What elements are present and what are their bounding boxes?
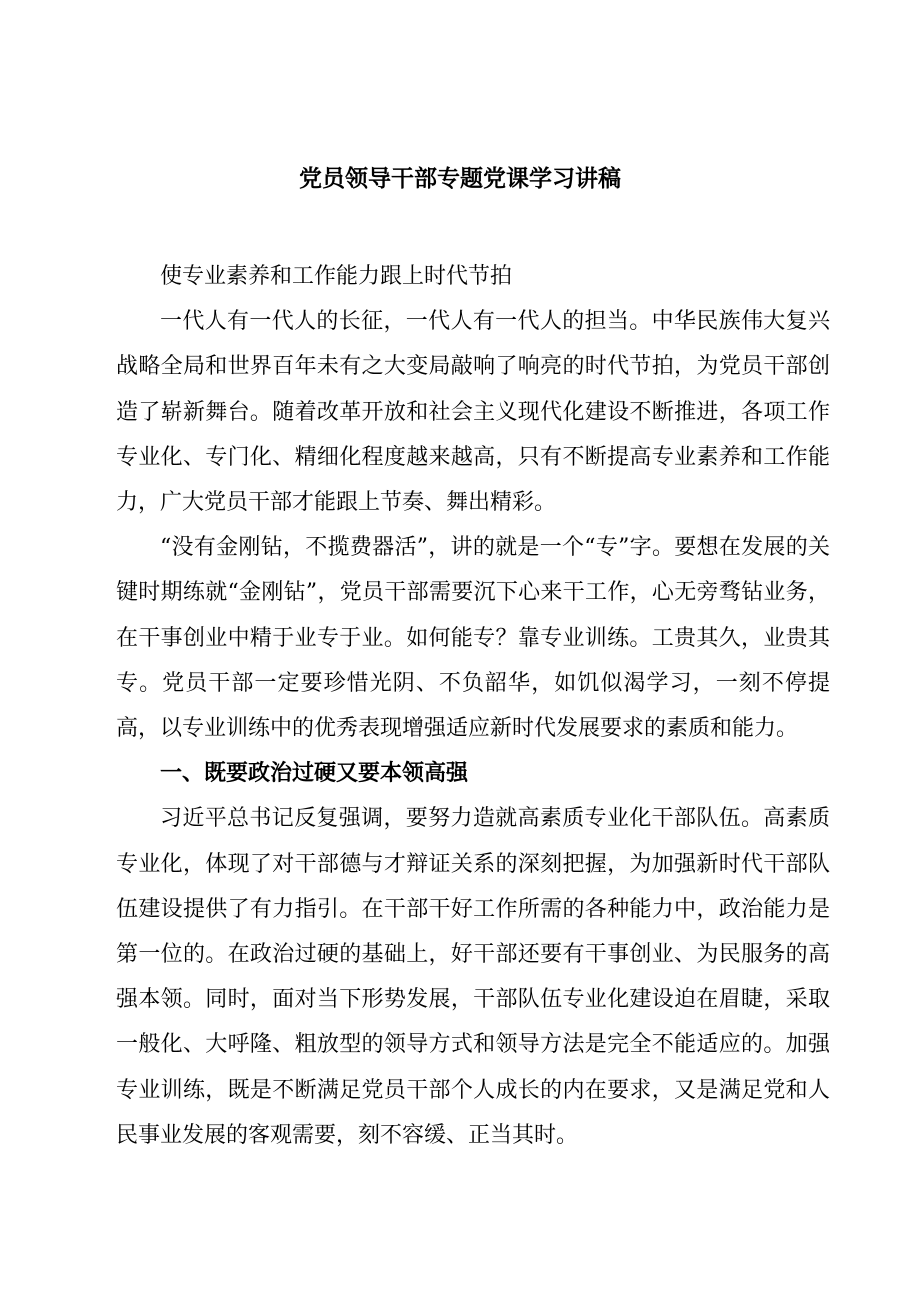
paragraph-2: “没有金刚钻，不揽费器活”，讲的就是一个“专”字。要想在发展的关键时期练就“金刚钻”，党员干部需要沉下心来干工作，心无旁骛钻业务，在干事创业中精于业专于业。如何能专？靠专业训练。工贵其久，业贵其专。党员干部一定要珍惜光阴、不负韶华，如饥似渴学习，一刻不停提高，以专业训练中的优秀表现增强适应新时代发展要求的素质和能力。 (116, 535, 830, 742)
section-heading-1: 一、既要政治过硬又要本领高强 (160, 761, 469, 787)
section-1-paragraph: 习近平总书记反复强调，要努力造就高素质专业化干部队伍。高素质专业化，体现了对干部德与才辩证关系的深刻把握，为加强新时代干部队伍建设提供了有力指引。在干部干好工作所需的各种能力中，政治能力是第一位的。在政治过硬的基础上，好干部还要有干事创业、为民服务的高强本领。同时，面对当下形势发展，干部队伍专业化建设迫在眉睫，采取一般化、大呼隆、粗放型的领导方式和领导方法是完全不能适应的。加强专业训练，既是不断满足党员干部个人成长的内在要求，又是满足党和人民事业发展的客观需要，刻不容缓、正当其时。 (116, 806, 830, 1148)
document-subtitle: 使专业素养和工作能力跟上时代节拍 (160, 264, 513, 289)
paragraph-1: 一代人有一代人的长征，一代人有一代人的担当。中华民族伟大复兴战略全局和世界百年未有之大变局敲响了响亮的时代节拍，为党员干部创造了崭新舞台。随着改革开放和社会主义现代化建设不断推进，各项工作专业化、专门化、精细化程度越来越高，只有不断提高专业素养和工作能力，广大党员干部才能跟上节奏、舞出精彩。 (116, 309, 830, 516)
document-title: 党员领导干部专题党课学习讲稿 (299, 166, 621, 192)
document-body (116, 254, 830, 1158)
